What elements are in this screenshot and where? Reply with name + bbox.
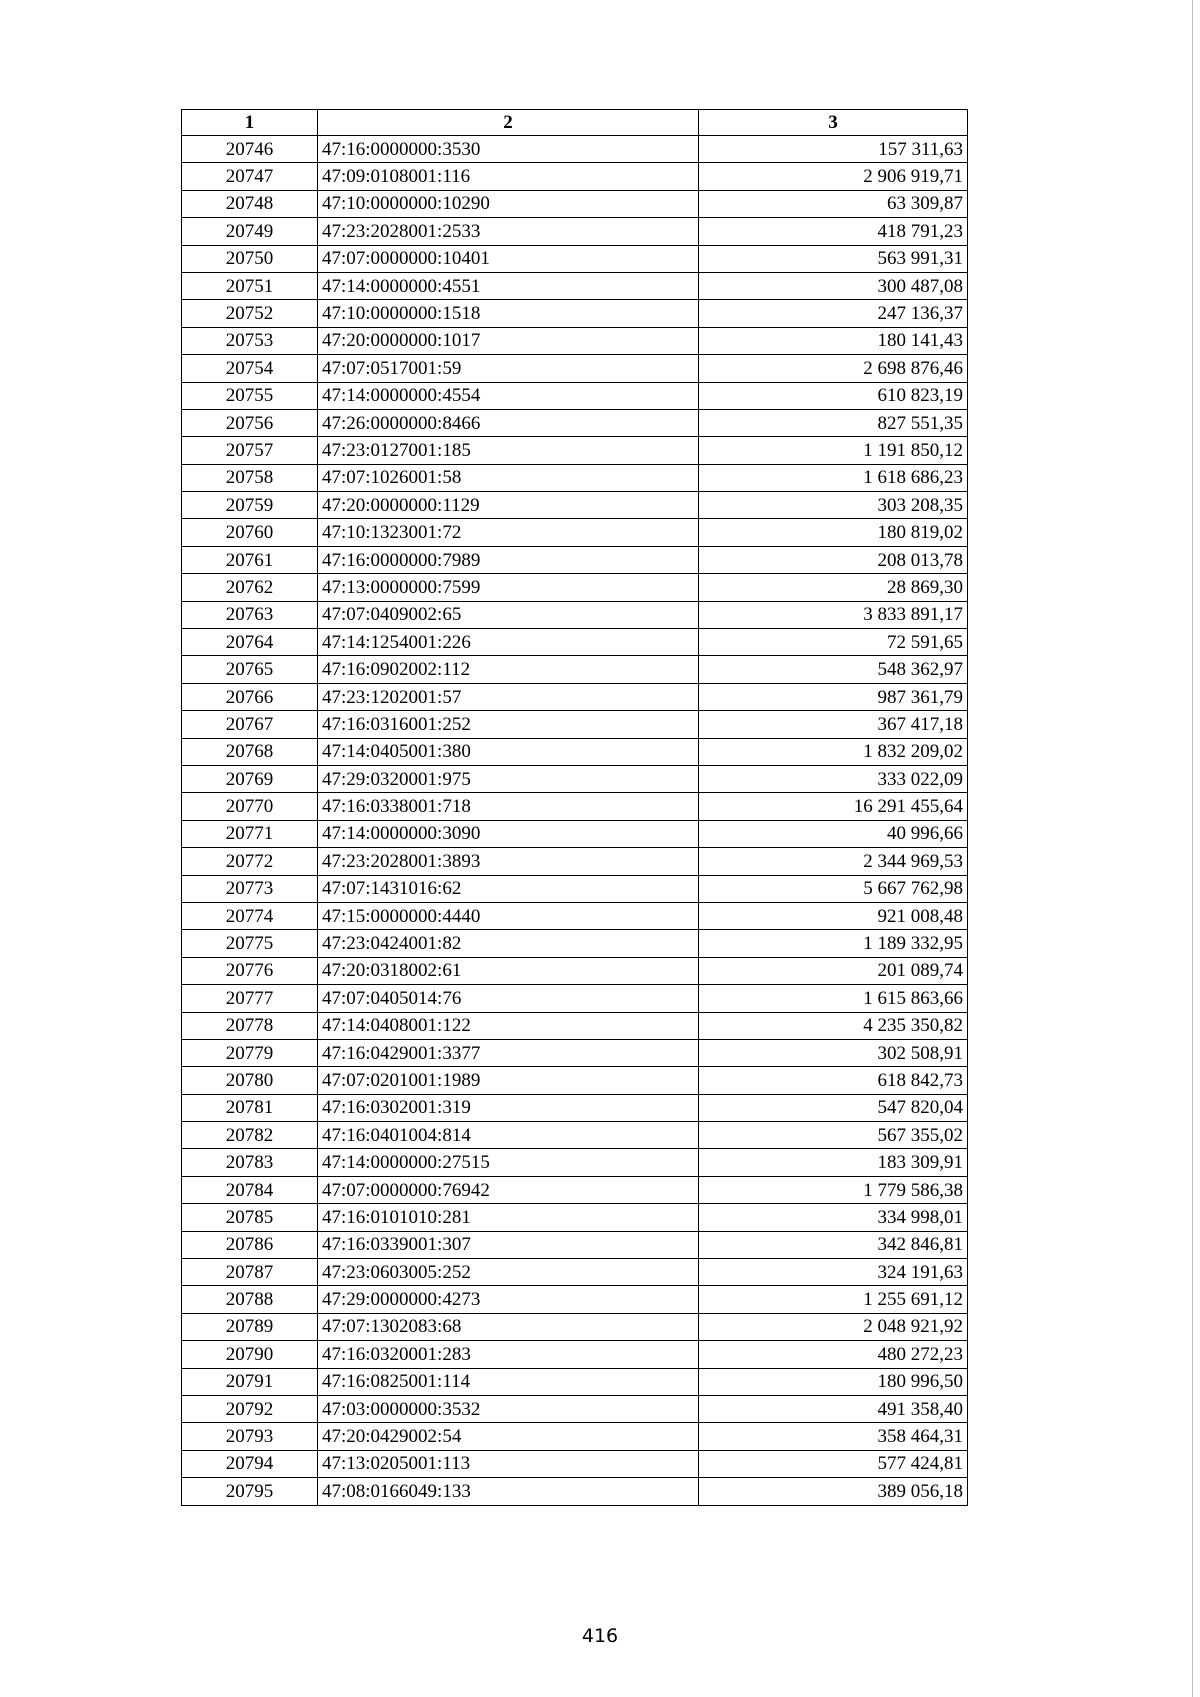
cadastral-number-cell: 47:23:0127001:185 (318, 437, 699, 464)
value-amount-cell: 5 667 762,98 (699, 875, 968, 902)
table-row (182, 820, 968, 847)
value-amount-cell: 1 618 686,23 (699, 464, 968, 491)
value-amount-cell: 921 008,48 (699, 902, 968, 929)
value-amount-cell: 358 464,31 (699, 1423, 968, 1450)
row-number-cell: 20780 (182, 1067, 318, 1094)
cadastral-number-cell: 47:07:0517001:59 (318, 355, 699, 382)
value-amount-cell: 2 906 919,71 (699, 163, 968, 190)
table-row (182, 327, 968, 354)
table-row (182, 1149, 968, 1176)
row-number-cell: 20759 (182, 492, 318, 519)
row-number-cell: 20755 (182, 382, 318, 409)
value-amount-cell: 300 487,08 (699, 272, 968, 299)
cadastral-number-cell: 47:07:0201001:1989 (318, 1067, 699, 1094)
value-amount-cell: 3 833 891,17 (699, 601, 968, 628)
table-row (182, 902, 968, 929)
value-amount-cell: 2 344 969,53 (699, 848, 968, 875)
cadastral-number-cell: 47:07:0409002:65 (318, 601, 699, 628)
row-number-cell: 20753 (182, 327, 318, 354)
value-amount-cell: 987 361,79 (699, 683, 968, 710)
table-row (182, 601, 968, 628)
table-row (182, 190, 968, 217)
table-row (182, 1204, 968, 1231)
table-row (182, 765, 968, 792)
cadastral-number-cell: 47:07:1026001:58 (318, 464, 699, 491)
table-row (182, 711, 968, 738)
cadastral-number-cell: 47:13:0205001:113 (318, 1450, 699, 1477)
value-amount-cell: 418 791,23 (699, 218, 968, 245)
row-number-cell: 20752 (182, 300, 318, 327)
row-number-cell: 20771 (182, 820, 318, 847)
row-number-cell: 20788 (182, 1286, 318, 1313)
row-number-cell: 20785 (182, 1204, 318, 1231)
table-row (182, 930, 968, 957)
cadastral-number-cell: 47:16:0825001:114 (318, 1368, 699, 1395)
cadastral-number-cell: 47:14:1254001:226 (318, 629, 699, 656)
cadastral-number-cell: 47:26:0000000:8466 (318, 409, 699, 436)
row-number-cell: 20792 (182, 1395, 318, 1422)
value-amount-cell: 577 424,81 (699, 1450, 968, 1477)
row-number-cell: 20786 (182, 1231, 318, 1258)
value-amount-cell: 180 996,50 (699, 1368, 968, 1395)
value-amount-cell: 72 591,65 (699, 629, 968, 656)
value-amount-cell: 201 089,74 (699, 957, 968, 984)
cadastral-number-cell: 47:20:0429002:54 (318, 1423, 699, 1450)
value-amount-cell: 16 291 455,64 (699, 793, 968, 820)
value-amount-cell: 827 551,35 (699, 409, 968, 436)
table-row (182, 1012, 968, 1039)
cadastral-number-cell: 47:23:0424001:82 (318, 930, 699, 957)
value-amount-cell: 491 358,40 (699, 1395, 968, 1422)
value-amount-cell: 63 309,87 (699, 190, 968, 217)
row-number-cell: 20776 (182, 957, 318, 984)
row-number-cell: 20763 (182, 601, 318, 628)
table-row (182, 437, 968, 464)
table-row (182, 300, 968, 327)
cadastral-number-cell: 47:16:0339001:307 (318, 1231, 699, 1258)
row-number-cell: 20754 (182, 355, 318, 382)
cadastral-number-cell: 47:29:0000000:4273 (318, 1286, 699, 1313)
value-amount-cell: 367 417,18 (699, 711, 968, 738)
row-number-cell: 20761 (182, 546, 318, 573)
cadastral-number-cell: 47:10:1323001:72 (318, 519, 699, 546)
cadastral-number-cell: 47:20:0000000:1129 (318, 492, 699, 519)
table-row (182, 1067, 968, 1094)
table-row (182, 1450, 968, 1477)
cadastral-number-cell: 47:14:0408001:122 (318, 1012, 699, 1039)
table-row (182, 1313, 968, 1340)
value-amount-cell: 183 309,91 (699, 1149, 968, 1176)
row-number-cell: 20747 (182, 163, 318, 190)
cadastral-number-cell: 47:03:0000000:3532 (318, 1395, 699, 1422)
table-row (182, 574, 968, 601)
table-row (182, 738, 968, 765)
value-amount-cell: 389 056,18 (699, 1478, 968, 1505)
row-number-cell: 20791 (182, 1368, 318, 1395)
table-row (182, 546, 968, 573)
cadastral-number-cell: 47:07:1431016:62 (318, 875, 699, 902)
cadastral-number-cell: 47:16:0000000:3530 (318, 136, 699, 163)
row-number-cell: 20758 (182, 464, 318, 491)
row-number-cell: 20750 (182, 245, 318, 272)
cadastral-number-cell: 47:16:0320001:283 (318, 1341, 699, 1368)
value-amount-cell: 618 842,73 (699, 1067, 968, 1094)
header-col-1: 1 (182, 110, 318, 136)
cadastral-number-cell: 47:10:0000000:10290 (318, 190, 699, 217)
row-number-cell: 20746 (182, 136, 318, 163)
value-amount-cell: 610 823,19 (699, 382, 968, 409)
table-row (182, 272, 968, 299)
row-number-cell: 20756 (182, 409, 318, 436)
table-row (182, 409, 968, 436)
cadastral-number-cell: 47:07:0405014:76 (318, 985, 699, 1012)
row-number-cell: 20787 (182, 1259, 318, 1286)
cadastral-number-cell: 47:13:0000000:7599 (318, 574, 699, 601)
row-number-cell: 20778 (182, 1012, 318, 1039)
cadastral-number-cell: 47:07:1302083:68 (318, 1313, 699, 1340)
value-amount-cell: 1 615 863,66 (699, 985, 968, 1012)
cadastral-number-cell: 47:29:0320001:975 (318, 765, 699, 792)
table-row (182, 382, 968, 409)
cadastral-number-cell: 47:16:0429001:3377 (318, 1039, 699, 1066)
row-number-cell: 20795 (182, 1478, 318, 1505)
row-number-cell: 20790 (182, 1341, 318, 1368)
cadastral-number-cell: 47:16:0338001:718 (318, 793, 699, 820)
cadastral-number-cell: 47:14:0000000:4554 (318, 382, 699, 409)
row-number-cell: 20777 (182, 985, 318, 1012)
value-amount-cell: 480 272,23 (699, 1341, 968, 1368)
value-amount-cell: 208 013,78 (699, 546, 968, 573)
cadastral-number-cell: 47:23:0603005:252 (318, 1259, 699, 1286)
table-row (182, 136, 968, 163)
row-number-cell: 20767 (182, 711, 318, 738)
table-row (182, 875, 968, 902)
value-amount-cell: 180 141,43 (699, 327, 968, 354)
table-row (182, 492, 968, 519)
row-number-cell: 20770 (182, 793, 318, 820)
table-row (182, 1122, 968, 1149)
row-number-cell: 20773 (182, 875, 318, 902)
value-amount-cell: 342 846,81 (699, 1231, 968, 1258)
cadastral-number-cell: 47:20:0318002:61 (318, 957, 699, 984)
value-amount-cell: 548 362,97 (699, 656, 968, 683)
value-amount-cell: 1 779 586,38 (699, 1176, 968, 1203)
table-row (182, 1423, 968, 1450)
cadastral-number-cell: 47:16:0101010:281 (318, 1204, 699, 1231)
row-number-cell: 20751 (182, 272, 318, 299)
table-row (182, 629, 968, 656)
row-number-cell: 20789 (182, 1313, 318, 1340)
row-number-cell: 20781 (182, 1094, 318, 1121)
row-number-cell: 20766 (182, 683, 318, 710)
value-amount-cell: 324 191,63 (699, 1259, 968, 1286)
value-amount-cell: 567 355,02 (699, 1122, 968, 1149)
cadastral-number-cell: 47:07:0000000:10401 (318, 245, 699, 272)
table-row (182, 1286, 968, 1313)
value-amount-cell: 2 698 876,46 (699, 355, 968, 382)
value-amount-cell: 40 996,66 (699, 820, 968, 847)
page-edge-line (1192, 0, 1193, 1697)
row-number-cell: 20749 (182, 218, 318, 245)
table-row (182, 656, 968, 683)
table-row (182, 848, 968, 875)
cadastral-number-cell: 47:08:0166049:133 (318, 1478, 699, 1505)
table-row (182, 1094, 968, 1121)
cadastral-number-cell: 47:14:0000000:27515 (318, 1149, 699, 1176)
row-number-cell: 20794 (182, 1450, 318, 1477)
table-row (182, 464, 968, 491)
cadastral-number-cell: 47:16:0000000:7989 (318, 546, 699, 573)
row-number-cell: 20782 (182, 1122, 318, 1149)
row-number-cell: 20772 (182, 848, 318, 875)
row-number-cell: 20784 (182, 1176, 318, 1203)
value-amount-cell: 547 820,04 (699, 1094, 968, 1121)
value-amount-cell: 1 832 209,02 (699, 738, 968, 765)
table-row (182, 355, 968, 382)
cadastral-number-cell: 47:20:0000000:1017 (318, 327, 699, 354)
table-body (182, 136, 968, 1506)
value-amount-cell: 4 235 350,82 (699, 1012, 968, 1039)
row-number-cell: 20757 (182, 437, 318, 464)
cadastral-number-cell: 47:16:0902002:112 (318, 656, 699, 683)
row-number-cell: 20768 (182, 738, 318, 765)
value-amount-cell: 157 311,63 (699, 136, 968, 163)
value-amount-cell: 334 998,01 (699, 1204, 968, 1231)
row-number-cell: 20748 (182, 190, 318, 217)
value-amount-cell: 247 136,37 (699, 300, 968, 327)
table-row (182, 218, 968, 245)
table-row (182, 245, 968, 272)
table-row (182, 683, 968, 710)
value-amount-cell: 28 869,30 (699, 574, 968, 601)
cadastral-number-cell: 47:23:2028001:2533 (318, 218, 699, 245)
cadastral-number-cell: 47:09:0108001:116 (318, 163, 699, 190)
cadastral-number-cell: 47:16:0401004:814 (318, 1122, 699, 1149)
cadastral-number-cell: 47:07:0000000:76942 (318, 1176, 699, 1203)
table-row (182, 1341, 968, 1368)
value-amount-cell: 2 048 921,92 (699, 1313, 968, 1340)
value-amount-cell: 1 191 850,12 (699, 437, 968, 464)
page-number: 416 (581, 1625, 619, 1647)
row-number-cell: 20793 (182, 1423, 318, 1450)
header-col-2: 2 (318, 110, 699, 136)
row-number-cell: 20769 (182, 765, 318, 792)
table-row (182, 1231, 968, 1258)
row-number-cell: 20779 (182, 1039, 318, 1066)
cadastral-number-cell: 47:14:0000000:4551 (318, 272, 699, 299)
value-amount-cell: 303 208,35 (699, 492, 968, 519)
table-row (182, 957, 968, 984)
value-amount-cell: 333 022,09 (699, 765, 968, 792)
value-amount-cell: 1 189 332,95 (699, 930, 968, 957)
row-number-cell: 20762 (182, 574, 318, 601)
table-row (182, 985, 968, 1012)
registry-table (181, 109, 968, 1506)
value-amount-cell: 1 255 691,12 (699, 1286, 968, 1313)
table-row (182, 793, 968, 820)
cadastral-number-cell: 47:14:0405001:380 (318, 738, 699, 765)
value-amount-cell: 563 991,31 (699, 245, 968, 272)
table-row (182, 1368, 968, 1395)
table-row (182, 519, 968, 546)
cadastral-number-cell: 47:16:0316001:252 (318, 711, 699, 738)
row-number-cell: 20775 (182, 930, 318, 957)
row-number-cell: 20765 (182, 656, 318, 683)
table-header-row (182, 110, 968, 136)
table-row (182, 1395, 968, 1422)
row-number-cell: 20764 (182, 629, 318, 656)
header-col-3: 3 (699, 110, 968, 136)
cadastral-number-cell: 47:16:0302001:319 (318, 1094, 699, 1121)
row-number-cell: 20783 (182, 1149, 318, 1176)
cadastral-number-cell: 47:23:2028001:3893 (318, 848, 699, 875)
cadastral-number-cell: 47:14:0000000:3090 (318, 820, 699, 847)
row-number-cell: 20774 (182, 902, 318, 929)
table-row (182, 163, 968, 190)
table-row (182, 1259, 968, 1286)
cadastral-number-cell: 47:10:0000000:1518 (318, 300, 699, 327)
cadastral-number-cell: 47:15:0000000:4440 (318, 902, 699, 929)
row-number-cell: 20760 (182, 519, 318, 546)
value-amount-cell: 180 819,02 (699, 519, 968, 546)
table-row (182, 1039, 968, 1066)
table-row (182, 1478, 968, 1505)
value-amount-cell: 302 508,91 (699, 1039, 968, 1066)
cadastral-number-cell: 47:23:1202001:57 (318, 683, 699, 710)
table-row (182, 1176, 968, 1203)
